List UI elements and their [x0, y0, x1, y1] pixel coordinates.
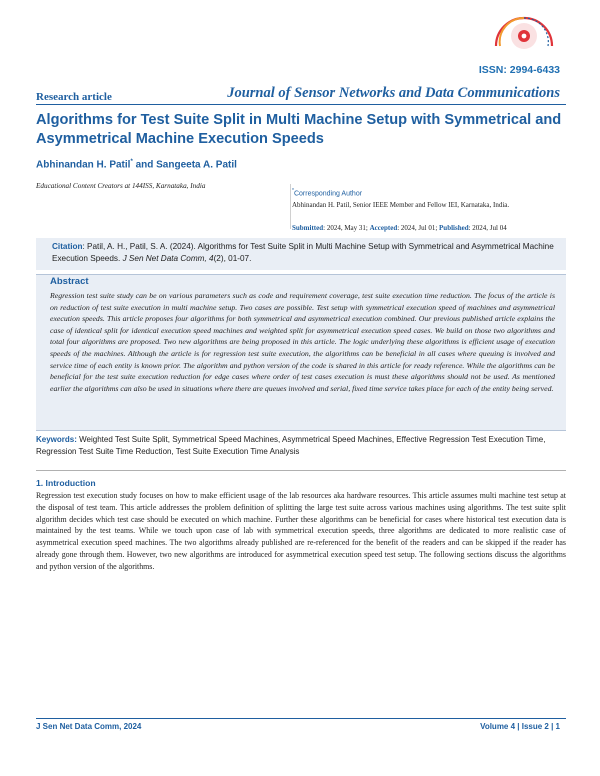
abstract-heading: Abstract: [50, 276, 89, 287]
author-connector: and: [132, 159, 157, 171]
issn: ISSN: 2994-6433: [478, 64, 560, 76]
author-name: Sangeeta A. Patil: [156, 159, 237, 171]
published-label: Published: [439, 224, 469, 232]
section-divider: [36, 470, 566, 471]
corresponding-label: Corresponding Author: [293, 190, 363, 198]
submitted-label: Submitted: [292, 224, 324, 232]
corresponding-author: Abhinandan H. Patil, Senior IEEE Member and Fellow IEI, Karnataka, India.: [292, 201, 510, 209]
paper-title: Algorithms for Test Suite Split in Multi Machine Setup with Symmetrical and Asymmetrical Machine Execution Speeds: [36, 112, 562, 147]
introduction-heading: 1. Introduction: [36, 478, 96, 488]
footer-volume: Volume 4 | Issue 2 | 1: [480, 722, 560, 731]
citation-issue: (2), 01-07.: [213, 254, 252, 263]
citation: [52, 241, 557, 265]
author-mark: *: [130, 159, 133, 165]
footer-journal: J Sen Net Data Comm, 2024: [36, 722, 142, 731]
footer-divider: [36, 718, 566, 719]
citation-label: Citation: [52, 242, 83, 251]
published-date: : 2024, Jul 04: [468, 224, 507, 232]
author-list: [36, 159, 237, 170]
abstract-body: Regression test suite study can be on various parameters such as code and requirement coverage, test suite execution time reduction. The focus of the article is on reduction of test suite execution in multi machine setup. Two cases are possible. Test setup with symmetrical execution speed of machines and asymmetrical execution speeds. This article proposes four algorithms for both symmetrical and asymmetrical execution combined. Our previous published article explains the case of identical split for identical execution speed machines and weighted split for asymmetrical execution speed cases. We build on those two algorithms and total four algorithms are proposed. Two new algorithms are being proposed in this article. The logic underlying these algorithms is efficient usage of execution speeds of the machines. Although the article is for regression test suite execution, the algorithms can be beneficial in all cases where queuing is involved and service time of each entity is known prior. The algorithm and python version of the code is shared in this article for ready reference. While the algorithms can be beneficial for the test suite execution reduction for edge cases where order of test cases execution is must these algorithms should not be used. As mentioned earlier the algorithms can also be used in situations where there are queues involved and serial, fixed time service takes place for each of the entity being served.: [50, 291, 555, 393]
introduction-body: Regression test execution study focuses on how to make efficient usage of the lab resources aka hardware resources. This article assumes multi machine test setup at the disposal of test team. This article addresses the problem definition of splitting the large test suite across various machines using algorithms. The test suite split algorithm decides which test case should be executed on which machine. Further these algorithms can be beneficial for cases where historical test execution data is maintained by the test teams. While we touch upon case of lab with symmetrical execution speeds, three algorithms are dedicated to more realistic case of asymmetrical execution speed machines. The two algorithms already published are re-referenced for the benefit of the readers and can be skipped if the reader has already gone through them. However, two new algorithms are introduced for asymmetrical execution speed test setup. The following sections discuss the algorithms and python version of the algorithms.: [36, 491, 566, 571]
journal-logo: [486, 6, 562, 66]
keywords-label: Keywords:: [36, 435, 77, 444]
author-name: Abhinandan H. Patil: [36, 159, 131, 171]
citation-text: : Patil, A. H., Patil, S. A. (2024). Algorithms for Test Suite Split in Multi Machine Setup with Symmetrical and Asymmetrical Machine Execution Speeds.: [52, 242, 554, 263]
article-type: Research article: [36, 91, 112, 103]
affiliation: Educational Content Creators at 144ISS, Karnataka, India: [36, 182, 206, 190]
journal-name: Journal of Sensor Networks and Data Communications: [227, 85, 560, 101]
header-divider: [36, 104, 566, 105]
article-dates: [292, 224, 507, 232]
keywords-list: Weighted Test Suite Split, Symmetrical Speed Machines, Asymmetrical Speed Machines, Effective Regression Test Execution Time, Regression Test Suite Time Reduction, Test Suite Execution Time Analysis: [36, 435, 546, 456]
corresponding-mark: *: [292, 188, 294, 194]
corresponding-heading: [292, 188, 362, 197]
submitted-date: : 2024, May 31;: [323, 224, 370, 232]
keywords: [36, 434, 566, 458]
citation-journal: J Sen Net Data Comm, 4: [122, 254, 214, 263]
accepted-date: : 2024, Jul 01;: [397, 224, 440, 232]
accepted-label: Accepted: [369, 224, 398, 232]
